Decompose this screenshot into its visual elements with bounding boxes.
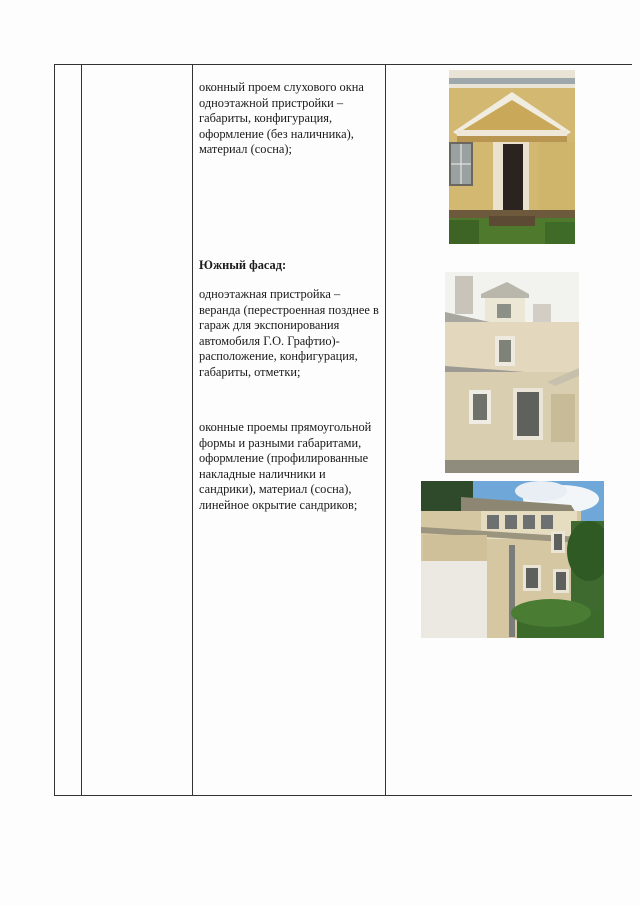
description-text-dormer-window: оконный проем слухового окна одноэтажной пристройки – габариты, конфигурация, оформление (без наличника), материал (сосна); — [199, 80, 364, 156]
table-column-divider — [192, 64, 193, 795]
table-column-divider — [54, 64, 55, 795]
description-text-veranda: одноэтажная пристройка – веранда (перестроенная позднее в гараж для экспонирования автомобиля Г.О. Графтио)- расположение, конфигурация, габариты, отметки; — [199, 287, 379, 379]
south-facade-veranda-photo — [445, 272, 579, 473]
description-text-windows: оконные проемы прямоугольной формы и разными габаритами, оформление (профилированные накладные наличники и сандрики), материал (сосна), линейное окрытие сандриков; — [199, 420, 372, 512]
table-column-divider — [81, 64, 82, 795]
section-heading: Южный фасад: — [199, 258, 287, 272]
wooden-porch-photo — [449, 70, 575, 244]
table-column-divider — [385, 64, 386, 795]
house-corner-photo — [421, 481, 604, 638]
